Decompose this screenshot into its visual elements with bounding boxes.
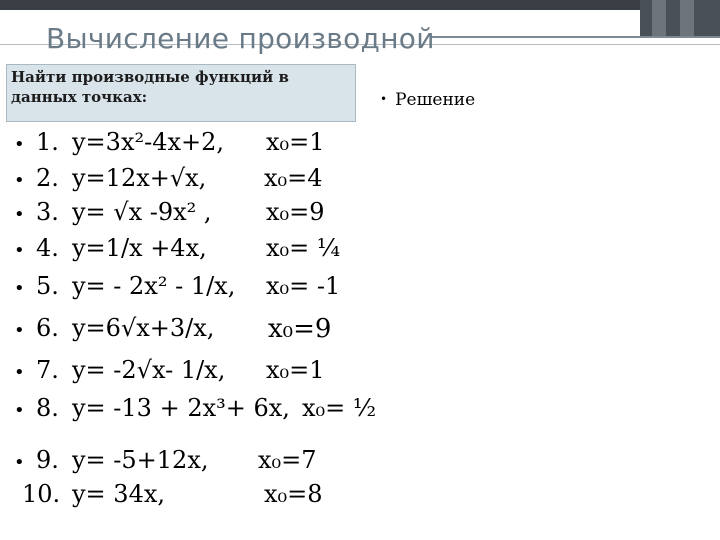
row-function: y= -2√x- 1/x, [72, 356, 226, 384]
row-bullet: • [14, 362, 25, 383]
corner-tabs [640, 0, 720, 36]
row-function: y= -5+12x, [72, 446, 209, 474]
row-point: x₀=1 [266, 128, 325, 156]
row-bullet: • [14, 400, 25, 421]
title-rule [430, 36, 720, 38]
row-point: x₀=4 [264, 164, 323, 192]
row-bullet: • [14, 240, 25, 261]
row-number: 1. [36, 128, 59, 156]
row-number: 6. [36, 314, 59, 342]
row-function: y=1/x +4x, [72, 234, 207, 262]
row-bullet: • [14, 134, 25, 155]
row-function: y= √x -9x² , [72, 198, 212, 226]
row-function: y=6√x+3/x, [72, 314, 215, 342]
row-bullet: • [14, 278, 25, 299]
row-point: x₀= -1 [266, 272, 341, 300]
row-point: x₀= ½ [302, 394, 377, 422]
row-point: x₀=8 [264, 480, 323, 508]
row-bullet: • [14, 204, 25, 225]
row-number: 8. [36, 394, 59, 422]
row-point: x₀= ¼ [266, 234, 341, 262]
row-number: 5. [36, 272, 59, 300]
row-number: 3. [36, 198, 59, 226]
row-function: y=3x²-4x+2, [72, 128, 225, 156]
row-number: 10. [22, 480, 61, 508]
row-point: x₀=7 [258, 446, 317, 474]
row-point: x₀=9 [266, 198, 325, 226]
solution-bullet: • [380, 92, 388, 106]
row-function: y= -13 + 2x³+ 6x, [72, 394, 290, 422]
row-number: 2. [36, 164, 59, 192]
solution-label [380, 90, 475, 110]
row-bullet: • [14, 320, 25, 341]
solution-text: Решение [395, 90, 476, 110]
top-dark-bar [0, 0, 720, 10]
row-function: y= - 2x² - 1/x, [72, 272, 236, 300]
row-function: y= 34x, [72, 480, 165, 508]
row-number: 4. [36, 234, 59, 262]
task-box [6, 64, 356, 122]
row-function: y=12x+√x, [72, 164, 207, 192]
row-point: x₀=1 [266, 356, 325, 384]
corner-tab [680, 0, 694, 36]
row-bullet: • [14, 452, 25, 473]
task-text: Найти производные функций в данных точках: [11, 68, 289, 106]
row-point: x₀=9 [268, 314, 332, 344]
slide-title: Вычисление производной [46, 22, 435, 55]
row-number: 9. [36, 446, 59, 474]
corner-tab [652, 0, 666, 36]
row-number: 7. [36, 356, 59, 384]
row-bullet: • [14, 170, 25, 191]
